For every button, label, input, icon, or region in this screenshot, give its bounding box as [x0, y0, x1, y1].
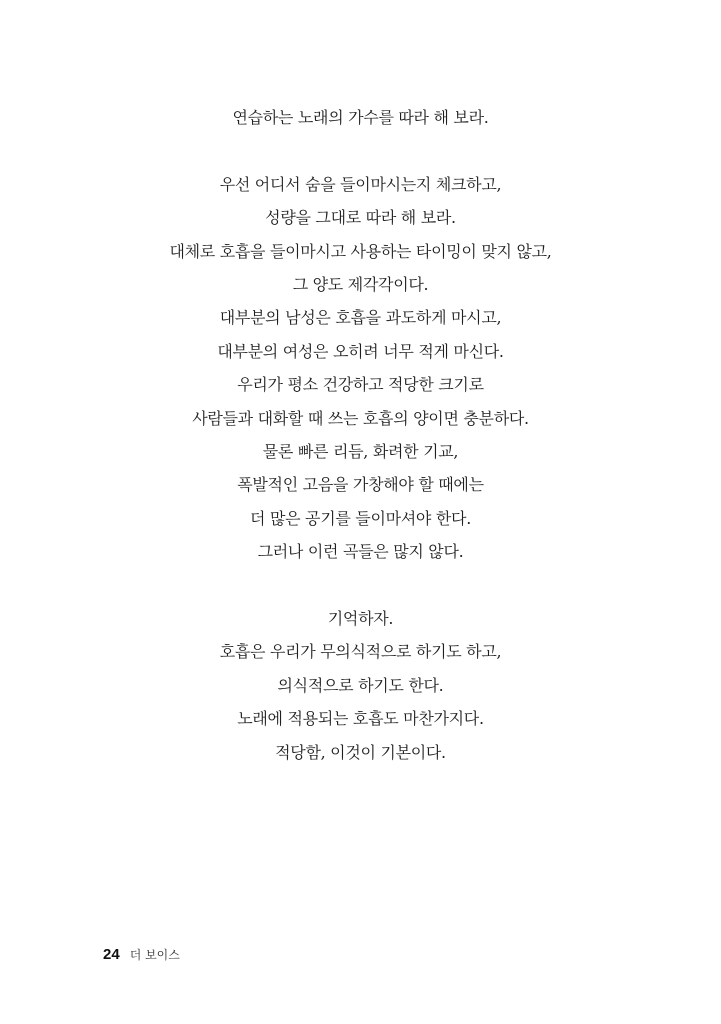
stanza-divider — [0, 569, 721, 602]
poem-line: 물론 빠른 리듬, 화려한 기교, — [262, 442, 459, 462]
poem-line: 우리가 평소 건강하고 적당한 크기로 — [237, 375, 484, 395]
poem-line: 노래에 적용되는 호흡도 마찬가지다. — [237, 709, 484, 729]
poem-line: 더 많은 공기를 들이마셔야 한다. — [250, 508, 471, 528]
poem-line: 대체로 호흡을 들이마시고 사용하는 타이밍이 맞지 않고, — [169, 241, 552, 261]
poem-line: 그러나 이런 곡들은 많지 않다. — [257, 542, 464, 562]
poem-line: 그 양도 제각각이다. — [292, 275, 429, 295]
poem-line: 호흡은 우리가 무의식적으로 하기도 하고, — [219, 642, 502, 662]
poem-line: 대부분의 여성은 오히려 너무 적게 마신다. — [217, 341, 504, 361]
poem-line: 우선 어디서 숨을 들이마시는지 체크하고, — [219, 174, 502, 194]
stanza-2 — [0, 168, 721, 569]
poem-line: 기억하자. — [327, 609, 394, 629]
poem-line: 대부분의 남성은 호흡을 과도하게 마시고, — [219, 308, 502, 328]
page-footer — [103, 946, 180, 963]
stanza-1 — [0, 101, 721, 134]
poem-line: 폭발적인 고음을 가창해야 할 때에는 — [237, 475, 484, 495]
poem-line: 연습하는 노래의 가수를 따라 해 보라. — [232, 108, 489, 127]
poem-line: 의식적으로 하기도 한다. — [277, 675, 444, 695]
poem-line: 적당함, 이것이 기본이다. — [275, 742, 446, 762]
stanza-divider — [0, 134, 721, 167]
running-book-title: 더 보이스 — [129, 948, 180, 962]
page-number: 24 — [103, 946, 120, 963]
poem-line: 사람들과 대화할 때 쓰는 호흡의 양이면 충분하다. — [192, 408, 529, 428]
stanza-3 — [0, 602, 721, 769]
poem-line: 성량을 그대로 따라 해 보라. — [265, 208, 456, 228]
poem-body — [0, 101, 721, 769]
